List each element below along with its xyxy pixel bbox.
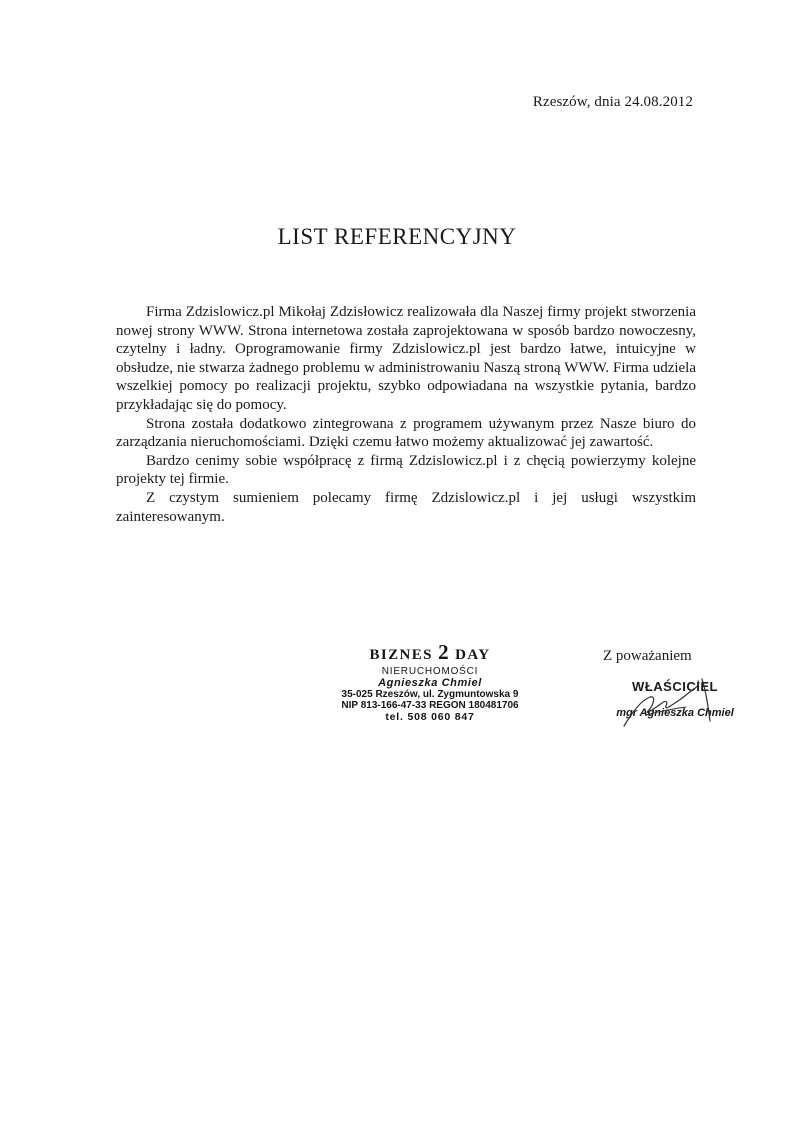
- stamp-brand-day: DAY: [455, 647, 491, 663]
- letter-date: Rzeszów, dnia 24.08.2012: [532, 94, 693, 110]
- body-paragraph: Firma Zdzislowicz.pl Mikołaj Zdzisłowicz realizowała dla Naszej firmy projekt stworzenia nowej strony WWW. Strona internetowa została zaprojektowana w sposób bardzo nowoczesny, czytelny i ładny. Oprogramowanie firmy Zdzislowicz.pl jest bardzo łatwe, intuicyjne w obsłudze, nie stwarza żadnego problemu w administrowaniu Naszą stroną WWW. Firma udziela wszelkiej pomocy po realizacji projektu, szybko odpowiadana na wszystkie pytania, bardzo przykładając się do pomocy.: [116, 304, 696, 413]
- owner-name: mgr Agnieszka Chmiel: [616, 707, 734, 719]
- body-paragraph: Bardzo cenimy sobie współpracę z firmą Zdzislowicz.pl i z chęcią powierzymy kolejne projekty tej firmie.: [116, 452, 696, 488]
- stamp-brand-word: BIZNES: [369, 647, 433, 663]
- stamp-person: Agnieszka Chmiel: [378, 677, 482, 689]
- stamp-business-type: NIERUCHOMOŚCI: [381, 666, 479, 677]
- body-paragraph: Z czystym sumieniem polecamy firmę Zdzislowicz.pl i jej usługi wszystkim zainteresowanym.: [116, 489, 696, 525]
- stamp-ids: NIP 813-166-47-33 REGON 180481706: [341, 700, 519, 711]
- body-paragraph: Strona została dodatkowo zintegrowana z programem używanym przez Nasze biuro do zarządzania nieruchomościami. Dzięki czemu łatwo możemy aktualizować jej zawartość.: [116, 415, 696, 451]
- owner-title: WŁAŚCICIEL: [632, 679, 718, 694]
- handwritten-signature: [610, 671, 740, 731]
- stamp-phone: tel. 508 060 847: [385, 711, 475, 723]
- stamp-brand-number: 2: [438, 640, 450, 664]
- letter-body: [116, 303, 696, 526]
- letter-title: LIST REFERENCYJNY: [277, 224, 517, 249]
- stamp-brand: [306, 640, 554, 665]
- owner-stamp: [610, 671, 740, 731]
- company-stamp: [306, 640, 554, 723]
- closing-regards: Z poważaniem: [603, 648, 692, 664]
- stamp-address: 35-025 Rzeszów, ul. Zygmuntowska 9: [341, 689, 519, 700]
